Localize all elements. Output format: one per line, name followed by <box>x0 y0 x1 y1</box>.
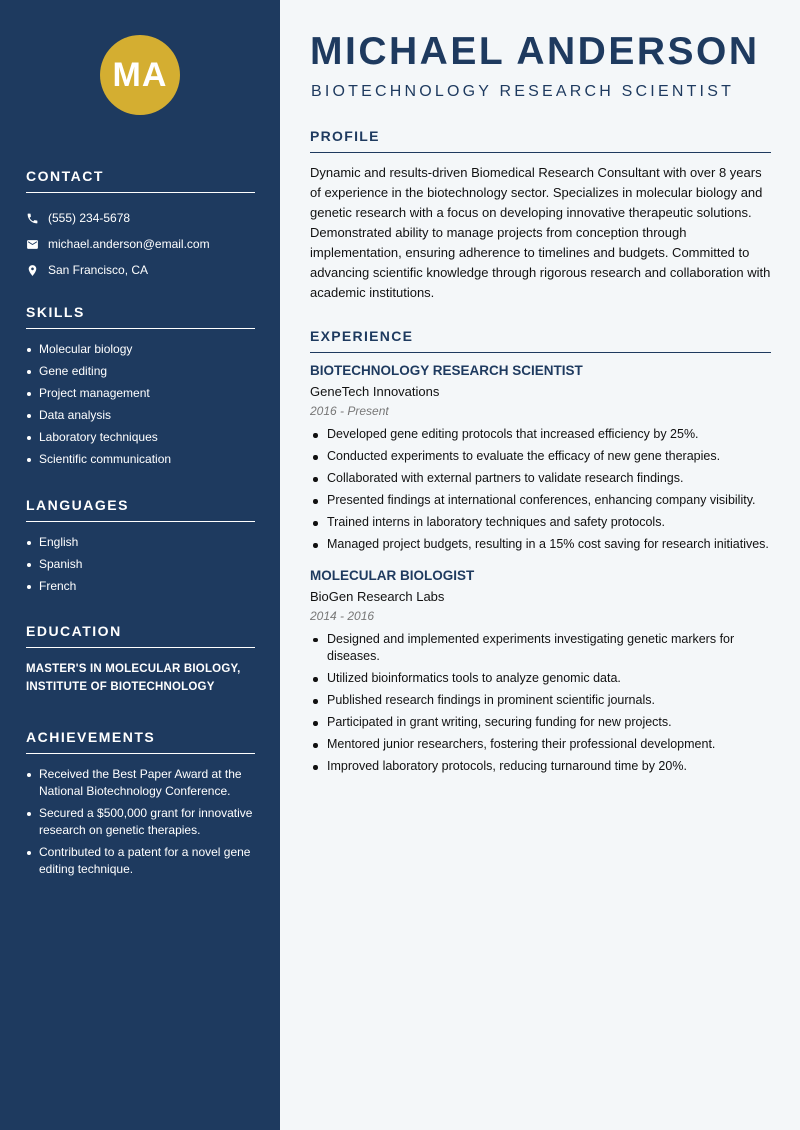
job-bullet: Designed and implemented experiments investigating genetic markers for diseases. <box>310 631 771 666</box>
job-bullets <box>310 426 771 554</box>
language-item: English <box>26 534 255 551</box>
profile-heading: PROFILE <box>310 128 771 153</box>
job-bullet: Conducted experiments to evaluate the efficacy of new gene therapies. <box>310 448 771 466</box>
job-title: BIOTECHNOLOGY RESEARCH SCIENTIST <box>310 363 583 378</box>
skill-item: Gene editing <box>26 363 255 380</box>
email-text: michael.anderson@email.com <box>48 237 210 251</box>
phone-icon <box>26 212 48 225</box>
phone-text: (555) 234-5678 <box>48 211 131 225</box>
candidate-title: BIOTECHNOLOGY RESEARCH SCIENTIST <box>311 83 735 100</box>
experience-heading: EXPERIENCE <box>310 328 771 353</box>
location-text: San Francisco, CA <box>48 263 149 277</box>
profile-section <box>310 128 771 303</box>
job-bullet: Improved laboratory protocols, reducing turnaround time by 20%. <box>310 758 771 776</box>
location-row <box>26 257 255 283</box>
job-bullet: Managed project budgets, resulting in a 15% cost saving for research initiatives. <box>310 536 771 554</box>
avatar: MA <box>100 35 180 115</box>
achievements-list <box>26 766 255 878</box>
achievement-item: Secured a $500,000 grant for innovative research on genetic therapies. <box>26 805 255 839</box>
languages-section <box>26 497 255 600</box>
languages-heading: LANGUAGES <box>26 497 255 522</box>
job-entry <box>310 568 771 776</box>
education-section <box>26 623 255 696</box>
job-bullet: Presented findings at international conferences, enhancing company visibility. <box>310 492 771 510</box>
job-bullet: Developed gene editing protocols that increased efficiency by 25%. <box>310 426 771 444</box>
main-content <box>280 0 800 1130</box>
job-title: MOLECULAR BIOLOGIST <box>310 567 475 583</box>
skill-item: Project management <box>26 385 255 402</box>
education-heading: EDUCATION <box>26 623 255 648</box>
skill-item: Molecular biology <box>26 341 255 358</box>
job-bullet: Mentored junior researchers, fostering their professional development. <box>310 736 771 754</box>
job-company: GeneTech Innovations <box>310 384 440 399</box>
skill-item: Laboratory techniques <box>26 429 255 446</box>
phone-row <box>26 205 255 231</box>
contact-section <box>26 168 255 283</box>
skills-heading: SKILLS <box>26 304 255 329</box>
skill-item: Data analysis <box>26 407 255 424</box>
sidebar <box>0 0 280 1130</box>
job-entry <box>310 363 771 554</box>
email-row <box>26 231 255 257</box>
candidate-name: MICHAEL ANDERSON <box>310 30 760 73</box>
email-icon <box>26 238 48 251</box>
experience-section <box>310 328 771 790</box>
education-degree: MASTER'S IN MOLECULAR BIOLOGY, INSTITUTE OF BIOTECHNOLOGY <box>26 663 241 693</box>
skill-item: Scientific communication <box>26 451 255 468</box>
job-bullets <box>310 631 771 776</box>
skills-section <box>26 304 255 473</box>
skills-list <box>26 341 255 468</box>
job-dates: 2014 - 2016 <box>310 608 375 623</box>
contact-heading: CONTACT <box>26 168 255 193</box>
job-bullet: Collaborated with external partners to validate research findings. <box>310 470 771 488</box>
language-item: French <box>26 578 255 595</box>
achievement-item: Contributed to a patent for a novel gene editing technique. <box>26 844 255 878</box>
profile-text: Dynamic and results-driven Biomedical Research Consultant with over 8 years of experience in the biotechnology sector. Specializes in molecular biology and genetic research with a focus on developing innovative therapeutic solutions. Demonstrated ability to manage projects from conception through implementation, ensuring adherence to timelines and budgets. Committed to advancing scientific knowledge through rigorous research and collaboration with academic institutions. <box>310 165 771 300</box>
achievements-section <box>26 729 255 883</box>
achievements-heading: ACHIEVEMENTS <box>26 729 255 754</box>
languages-list <box>26 534 255 595</box>
job-bullet: Trained interns in laboratory techniques and safety protocols. <box>310 514 771 532</box>
job-bullet: Utilized bioinformatics tools to analyze genomic data. <box>310 670 771 688</box>
language-item: Spanish <box>26 556 255 573</box>
job-bullet: Published research findings in prominent scientific journals. <box>310 692 771 710</box>
location-pin-icon <box>26 264 48 277</box>
job-company: BioGen Research Labs <box>310 588 445 604</box>
job-dates: 2016 - Present <box>310 404 389 418</box>
job-bullet: Participated in grant writing, securing funding for new projects. <box>310 714 771 732</box>
achievement-item: Received the Best Paper Award at the National Biotechnology Conference. <box>26 766 255 800</box>
